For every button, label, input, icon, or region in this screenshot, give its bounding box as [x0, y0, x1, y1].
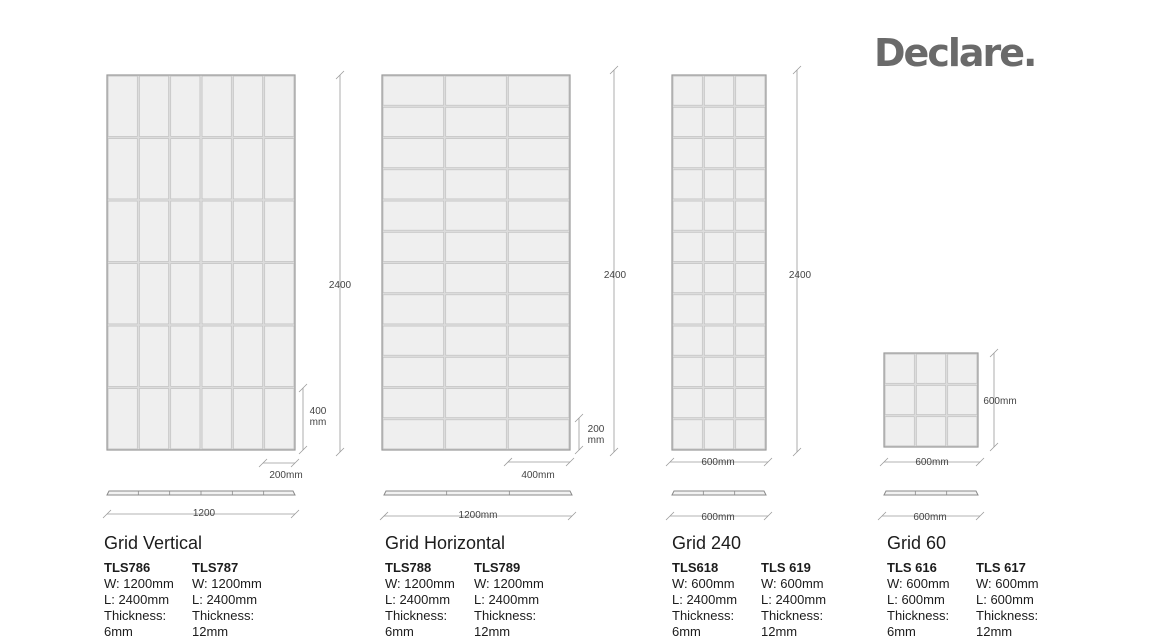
tile [202, 389, 231, 449]
tile [233, 201, 262, 261]
tile [108, 76, 137, 136]
product-code: TLS 619 [761, 560, 811, 575]
grid-vertical-title: Grid Vertical [104, 533, 203, 553]
tile [171, 389, 200, 449]
tile [233, 264, 262, 324]
tile [446, 357, 506, 386]
grid-horizontal-panel [382, 75, 570, 450]
tile [704, 76, 733, 105]
grid-horizontal-tile-height-label: 200 [587, 424, 605, 435]
grid-vertical-tile-height-label: 400 [309, 406, 327, 417]
grid-240-title: Grid 240 [672, 533, 742, 553]
tile [202, 139, 231, 199]
grid-vertical-panel [107, 75, 295, 450]
tile [916, 417, 945, 446]
tile [265, 76, 294, 136]
tile [704, 201, 733, 230]
grid-60-edge-profile [884, 491, 978, 495]
product-thickness-label: Thickness: [761, 608, 824, 623]
grid-240-edge-profile [672, 491, 766, 495]
tile [736, 357, 765, 386]
tile [202, 264, 231, 324]
tile [508, 389, 568, 418]
product-thickness-label: Thickness: [672, 608, 735, 623]
grid-horizontal-tile-height-unit: mm [587, 435, 605, 446]
tile [171, 201, 200, 261]
tile [265, 389, 294, 449]
tile [736, 326, 765, 355]
tile [508, 76, 568, 105]
tile [673, 232, 702, 261]
tile [383, 76, 443, 105]
grid-vertical-width-label: 1200 [192, 508, 216, 519]
product-width: W: 1200mm [192, 576, 262, 591]
tile [383, 295, 443, 324]
product-code: TLS788 [385, 560, 432, 575]
tile [108, 264, 137, 324]
tile [508, 326, 568, 355]
tile [446, 295, 506, 324]
product-thickness: 6mm [385, 624, 414, 639]
grid-horizontal-title: Grid Horizontal [385, 533, 506, 553]
tile [446, 420, 506, 449]
grid-60-tile-width-label: 600mm [915, 457, 949, 468]
product-thickness-label: Thickness: [192, 608, 255, 623]
tile [446, 326, 506, 355]
tile [736, 420, 765, 449]
product-spec [192, 560, 262, 640]
tile [916, 354, 945, 383]
tile [108, 201, 137, 261]
product-spec [761, 560, 826, 640]
product-thickness-label: Thickness: [104, 608, 167, 623]
product-length: L: 600mm [887, 592, 945, 607]
tile [265, 326, 294, 386]
tile [171, 264, 200, 324]
tile [948, 417, 977, 446]
tile [139, 201, 168, 261]
product-thickness: 6mm [672, 624, 701, 639]
tile [673, 107, 702, 136]
product-width: W: 600mm [887, 576, 950, 591]
tile [383, 326, 443, 355]
tile [508, 201, 568, 230]
grid-240-height-label: 2400 [788, 270, 812, 281]
product-code: TLS618 [672, 560, 719, 575]
tile [673, 264, 702, 293]
tile [508, 170, 568, 199]
tile [108, 326, 137, 386]
tile [265, 201, 294, 261]
tile [736, 232, 765, 261]
grid-horizontal-tile-width-label: 400mm [521, 470, 555, 481]
tile [233, 139, 262, 199]
product-spec [474, 560, 544, 640]
grid-horizontal-height-label: 2400 [603, 270, 627, 281]
tile [383, 201, 443, 230]
tile [885, 354, 914, 383]
tile [233, 389, 262, 449]
tile [108, 139, 137, 199]
product-thickness: 6mm [887, 624, 916, 639]
tile [139, 139, 168, 199]
tile [139, 76, 168, 136]
tile [508, 107, 568, 136]
tile [202, 76, 231, 136]
tile [446, 139, 506, 168]
tile [171, 326, 200, 386]
product-spec [104, 560, 174, 640]
tile [948, 385, 977, 414]
tile [673, 170, 702, 199]
tile [446, 201, 506, 230]
product-width: W: 600mm [672, 576, 735, 591]
tile [948, 354, 977, 383]
product-thickness-label: Thickness: [976, 608, 1039, 623]
product-thickness: 12mm [976, 624, 1013, 639]
grid-60-height-label: 600mm [983, 396, 1017, 407]
tile [673, 389, 702, 418]
tile [704, 420, 733, 449]
tile [704, 357, 733, 386]
tile [736, 139, 765, 168]
product-code: TLS789 [474, 560, 521, 575]
product-width: W: 600mm [761, 576, 824, 591]
product-spec [887, 560, 950, 640]
tile [704, 326, 733, 355]
tile [885, 417, 914, 446]
grid-horizontal-width-label: 1200mm [458, 510, 498, 521]
tile [383, 232, 443, 261]
tile [673, 357, 702, 386]
tile [233, 326, 262, 386]
tile [139, 264, 168, 324]
tile [171, 76, 200, 136]
product-length: L: 2400mm [672, 592, 738, 607]
tile [446, 76, 506, 105]
tile [202, 326, 231, 386]
tile [508, 295, 568, 324]
product-spec [976, 560, 1039, 640]
tile [383, 420, 443, 449]
tile [383, 389, 443, 418]
product-length: L: 2400mm [104, 592, 170, 607]
tile [736, 170, 765, 199]
product-width: W: 1200mm [104, 576, 174, 591]
product-width: W: 1200mm [474, 576, 544, 591]
product-code: TLS 616 [887, 560, 937, 575]
product-width: W: 1200mm [385, 576, 455, 591]
tile [108, 389, 137, 449]
product-length: L: 2400mm [761, 592, 827, 607]
product-thickness-label: Thickness: [887, 608, 950, 623]
grid-60-width-label: 600mm [913, 512, 947, 523]
tile [704, 295, 733, 324]
product-code: TLS787 [192, 560, 239, 575]
tile [916, 385, 945, 414]
tile [673, 295, 702, 324]
tile [736, 76, 765, 105]
tile [446, 264, 506, 293]
tile [383, 139, 443, 168]
tile [508, 232, 568, 261]
grid-vertical-height-label: 2400 [328, 280, 352, 291]
tile [673, 201, 702, 230]
tile [446, 389, 506, 418]
product-length: L: 2400mm [385, 592, 451, 607]
tile [383, 170, 443, 199]
tile [383, 357, 443, 386]
grid-240-width-label: 600mm [701, 512, 735, 523]
tile [265, 139, 294, 199]
tile [736, 107, 765, 136]
tile [139, 326, 168, 386]
tile [265, 264, 294, 324]
tile [704, 107, 733, 136]
grid-vertical-tile-height-unit: mm [309, 417, 327, 428]
tile [704, 170, 733, 199]
grid-vertical-tile-width-label: 200mm [269, 470, 303, 481]
tile [508, 264, 568, 293]
tile [383, 107, 443, 136]
tile [673, 139, 702, 168]
product-width: W: 600mm [976, 576, 1039, 591]
product-length: L: 2400mm [192, 592, 258, 607]
product-thickness-label: Thickness: [474, 608, 537, 623]
product-thickness: 12mm [761, 624, 798, 639]
tile [446, 170, 506, 199]
tile [673, 326, 702, 355]
tile [673, 420, 702, 449]
tile [736, 201, 765, 230]
tile [202, 201, 231, 261]
tile [885, 385, 914, 414]
product-thickness: 12mm [474, 624, 511, 639]
product-code: TLS 617 [976, 560, 1026, 575]
product-spec [385, 560, 455, 640]
product-spec [672, 560, 737, 640]
product-thickness: 6mm [104, 624, 133, 639]
product-thickness: 12mm [192, 624, 229, 639]
tile [446, 232, 506, 261]
tile [704, 139, 733, 168]
tile [233, 76, 262, 136]
product-length: L: 600mm [976, 592, 1034, 607]
grid-240-panel [672, 75, 766, 450]
tile [736, 389, 765, 418]
product-code: TLS786 [104, 560, 151, 575]
tile [508, 357, 568, 386]
tile [704, 389, 733, 418]
product-length: L: 2400mm [474, 592, 540, 607]
tile [139, 389, 168, 449]
grid-60-title: Grid 60 [887, 533, 947, 553]
tile [508, 139, 568, 168]
brand-logo: Declare. [874, 31, 1036, 75]
product-thickness-label: Thickness: [385, 608, 448, 623]
tile [446, 107, 506, 136]
tile [704, 264, 733, 293]
tile [673, 76, 702, 105]
grid-horizontal-edge-profile [384, 491, 572, 495]
tile [508, 420, 568, 449]
tile [736, 264, 765, 293]
grid-240-tile-width-label: 600mm [701, 457, 735, 468]
tile [704, 232, 733, 261]
tile [383, 264, 443, 293]
grid-60-panel [884, 353, 978, 447]
tile [171, 139, 200, 199]
tile [736, 295, 765, 324]
